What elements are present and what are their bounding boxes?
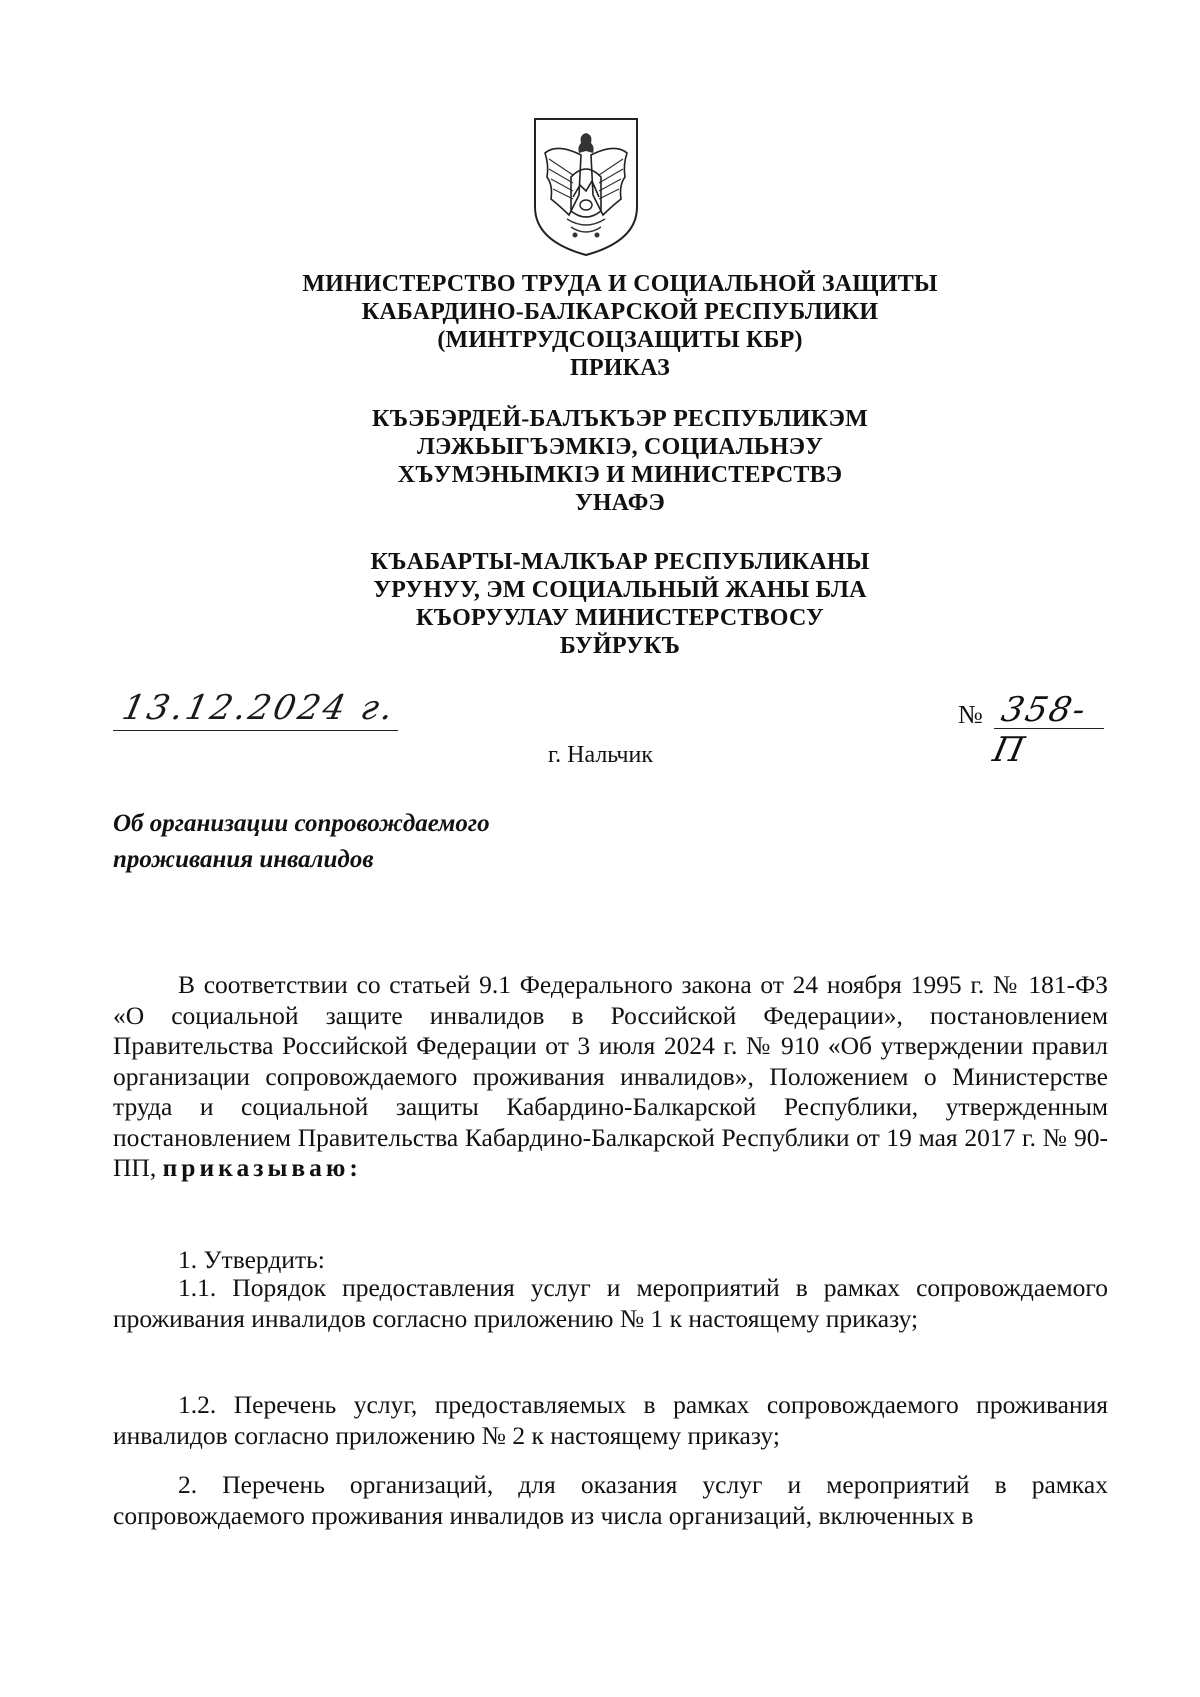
header-line: УРУНУУ, ЭМ СОЦИАЛЬНЫЙ ЖАНЫ БЛА bbox=[373, 577, 867, 603]
ministry-title-kabardian bbox=[200, 405, 1040, 517]
item-1-1: 1.1. Порядок предоставления услуг и мероприятий в рамках сопровождаемого проживания инвалидов согласно приложению № 1 к настоящему приказу; bbox=[113, 1273, 1108, 1333]
order-number: 358-П bbox=[989, 690, 1091, 770]
coat-of-arms-emblem bbox=[527, 115, 645, 258]
intro-paragraph bbox=[113, 970, 1108, 1184]
item-1-2: 1.2. Перечень услуг, предоставляемых в рамках сопровождаемого проживания инвалидов согласно приложению № 2 к настоящему приказу; bbox=[113, 1390, 1108, 1450]
header-line: ПРИКАЗ bbox=[569, 355, 670, 381]
header-line: КАБАРДИНО-БАЛКАРСКОЙ РЕСПУБЛИКИ bbox=[361, 299, 879, 325]
city-label: г. Нальчик bbox=[548, 742, 653, 768]
header-line: МИНИСТЕРСТВО ТРУДА И СОЦИАЛЬНОЙ ЗАЩИТЫ bbox=[302, 271, 938, 297]
header-line: КЪАБАРТЫ-МАЛКЪАР РЕСПУБЛИКАНЫ bbox=[370, 549, 870, 575]
ministry-title-balkar bbox=[200, 548, 1040, 660]
order-date-field bbox=[113, 688, 398, 731]
subject-line: проживания инвалидов bbox=[113, 846, 374, 873]
header-line: КЪЭБЭРДЕЙ-БАЛЪКЪЭР РЕСПУБЛИКЭМ bbox=[371, 406, 869, 432]
number-underline bbox=[994, 728, 1104, 729]
order-date: 13.12.2024 г. bbox=[118, 688, 400, 728]
header-line: ЛЭЖЬЫГЪЭМКIЭ, СОЦИАЛЬНЭУ bbox=[416, 434, 824, 460]
subject-line: Об организации сопровождаемого bbox=[113, 810, 490, 837]
ministry-title-russian bbox=[200, 270, 1040, 382]
header-line: УНАФЭ bbox=[575, 490, 665, 516]
header-line: ХЪУМЭНЫМКIЭ И МИНИСТЕРСТВЭ bbox=[397, 462, 843, 488]
number-sign: № bbox=[958, 700, 983, 729]
header-line: БУЙРУКЪ bbox=[559, 633, 681, 659]
order-number-field bbox=[958, 690, 1108, 770]
order-subject bbox=[113, 806, 490, 878]
header-line: (МИНТРУДСОЦЗАЩИТЫ КБР) bbox=[437, 327, 803, 353]
intro-text: В соответствии со статьей 9.1 Федерального закона от 24 ноября 1995 г. № 181-ФЗ «О социальной защите инвалидов в Российской Федерации», постановлением Правительства Российской Федерации от 3 июля 2024 г. № 910 «Об утверждении правил организации сопровождаемого проживания инвалидов», Положением о Министерстве труда и социальной защиты Кабардино-Балкарской Республики, утвержденным постановлением Правительства Кабардино-Балкарской Республики от 19 мая 2017 г. № 90-ПП, bbox=[113, 970, 1108, 1182]
order-word: приказываю: bbox=[162, 1153, 362, 1182]
header-line: КЪОРУУЛАУ МИНИСТЕРСТВОСУ bbox=[416, 605, 824, 631]
item-2: 2. Перечень организаций, для оказания услуг и мероприятий в рамках сопровождаемого проживания инвалидов из числа организаций, включенных в bbox=[113, 1470, 1108, 1530]
item-1: 1. Утвердить: bbox=[178, 1245, 325, 1274]
